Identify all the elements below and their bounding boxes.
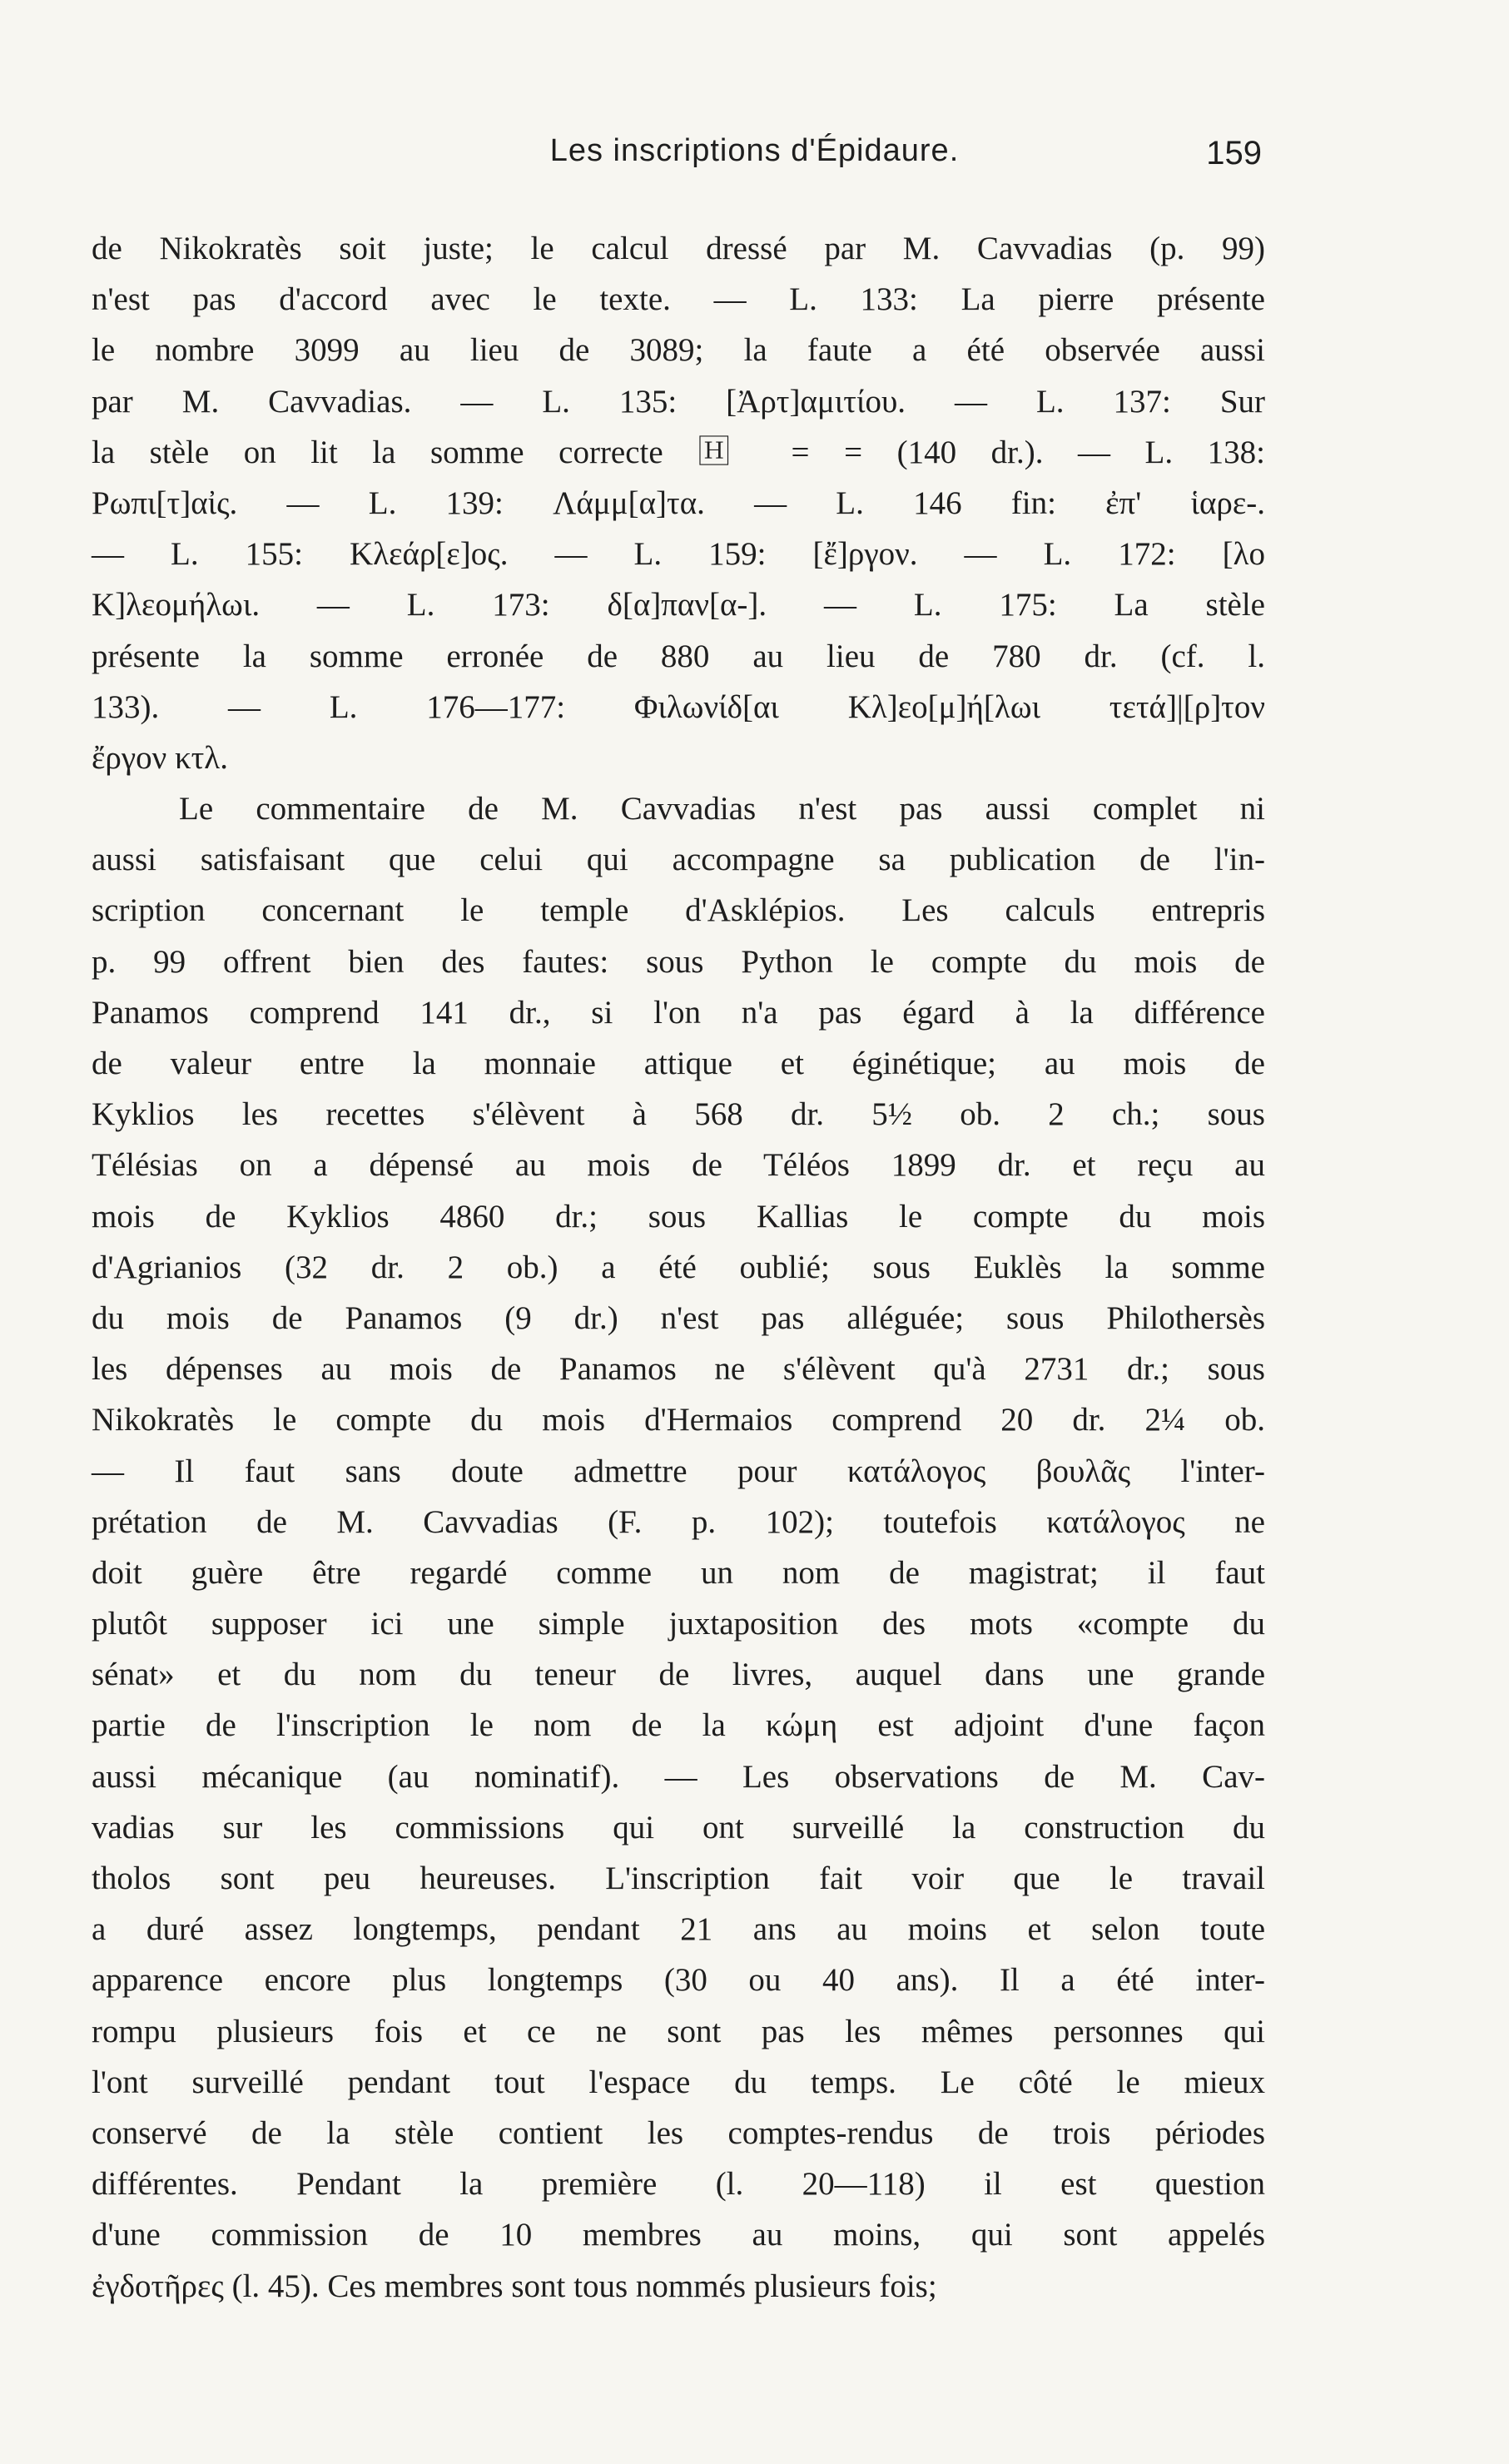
text-line: ἔργον κτλ. bbox=[92, 739, 228, 776]
text-line: de valeur entre la monnaie attique et éginétique; au mois de bbox=[92, 1046, 1265, 1081]
text-line: p. 99 offrent bien des fautes: sous Python le compte du mois de bbox=[92, 943, 1265, 980]
text-line: présente la somme erronée de 880 au lieu de 780 dr. (cf. l. bbox=[92, 638, 1265, 674]
page-number: 159 bbox=[1206, 135, 1262, 171]
text-line: aussi mécanique (au nominatif). — Les observations de M. Cav- bbox=[92, 1758, 1265, 1795]
text-line: Panamos comprend 141 dr., si l'on n'a pas égard à la différence bbox=[92, 994, 1265, 1031]
text-line: du mois de Panamos (9 dr.) n'est pas alléguée; sous Philothersès bbox=[92, 1299, 1265, 1336]
text-line: de Nikokratès soit juste; le calcul dressé par M. Cavvadias (p. 99) bbox=[92, 231, 1265, 266]
text-line: apparence encore plus longtemps (30 ou 40 ans). Il a été inter- bbox=[92, 1962, 1265, 1999]
text-line: Ρωπι[τ]αἰς. — L. 139: Λάμμ[α]τα. — L. 146 fin: ἐπ' ἱαρε-. bbox=[92, 484, 1265, 521]
body-text bbox=[92, 223, 1265, 2312]
text-line: — L. 155: Κλεάρ[ε]ος. — L. 159: [ἔ]ργον. — L. 172: [λο bbox=[92, 536, 1265, 573]
text-line: scription concernant le temple d'Asklépios. Les calculs entrepris bbox=[92, 892, 1265, 929]
text-line: 133). — L. 176—177: Φιλωνίδ[αι Κλ]εο[μ]ή[λωι τετά]|[ρ]τον bbox=[92, 688, 1265, 725]
text-line: ἐγδοτῆρες (l. 45). Ces membres sont tous nommés plusieurs fois; bbox=[92, 2268, 937, 2304]
running-title: Les inscriptions d'Épidaure. bbox=[549, 133, 960, 168]
text-line: vadias sur les commissions qui ont surveillé la construction du bbox=[92, 1809, 1265, 1846]
text-line: n'est pas d'accord avec le texte. — L. 133: La pierre présente bbox=[92, 281, 1265, 318]
text-line: a duré assez longtemps, pendant 21 ans au moins et selon toute bbox=[92, 1911, 1265, 1948]
text-line: mois de Kyklios 4860 dr.; sous Kallias le compte du mois bbox=[92, 1198, 1265, 1234]
text-line: différentes. Pendant la première (l. 20—118) il est question bbox=[92, 2166, 1265, 2203]
text-line: l'ont surveillé pendant tout l'espace du temps. Le côté le mieux bbox=[92, 2064, 1265, 2100]
text-line: d'une commission de 10 membres au moins, qui sont appelés bbox=[92, 2217, 1265, 2253]
text-line: — Il faut sans doute admettre pour κατάλογος βουλᾶς l'inter- bbox=[92, 1453, 1265, 1489]
text-line: par M. Cavvadias. — L. 135: [Ἀρτ]αμιτίου. — L. 137: Sur bbox=[92, 383, 1265, 420]
text-line: aussi satisfaisant que celui qui accompagne sa publication de l'in- bbox=[92, 842, 1265, 878]
text-line: la stèle on lit la somme correcte 🄷 = = (140 dr.). — L. 138: bbox=[92, 434, 1265, 470]
text-line: sénat» et du nom du teneur de livres, auquel dans une grande bbox=[92, 1657, 1265, 1693]
text-line: prétation de M. Cavvadias (F. p. 102); toutefois κατάλογος ne bbox=[92, 1503, 1265, 1540]
text-line: conservé de la stèle contient les comptes-rendus de trois périodes bbox=[92, 2114, 1265, 2151]
text-line: Κ]λεομήλωι. — L. 173: δ[α]παν[α-]. — L. 175: La stèle bbox=[92, 587, 1265, 623]
text-line: les dépenses au mois de Panamos ne s'élèvent qu'à 2731 dr.; sous bbox=[92, 1351, 1265, 1388]
text-line: tholos sont peu heureuses. L'inscription fait voir que le travail bbox=[92, 1860, 1265, 1896]
text-line: Le commentaire de M. Cavvadias n'est pas aussi complet ni bbox=[179, 791, 1265, 827]
text-line: rompu plusieurs fois et ce ne sont pas les mêmes personnes qui bbox=[92, 2013, 1265, 2049]
text-line: Kyklios les recettes s'élèvent à 568 dr. 5½ ob. 2 ch.; sous bbox=[92, 1096, 1265, 1133]
page-header bbox=[0, 133, 1509, 183]
text-line: Nikokratès le compte du mois d'Hermaios comprend 20 dr. 2¼ ob. bbox=[92, 1402, 1265, 1438]
text-line: plutôt supposer ici une simple juxtaposition des mots «compte du bbox=[92, 1606, 1265, 1642]
text-line: doit guère être regardé comme un nom de magistrat; il faut bbox=[92, 1554, 1265, 1591]
text-line: Télésias on a dépensé au mois de Téléos 1899 dr. et reçu au bbox=[92, 1147, 1265, 1184]
text-line: le nombre 3099 au lieu de 3089; la faute a été observée aussi bbox=[92, 332, 1265, 369]
text-line: partie de l'inscription le nom de la κώμη est adjoint d'une façon bbox=[92, 1707, 1265, 1744]
text-line: d'Agrianios (32 dr. 2 ob.) a été oublié; sous Euklès la somme bbox=[92, 1249, 1265, 1285]
